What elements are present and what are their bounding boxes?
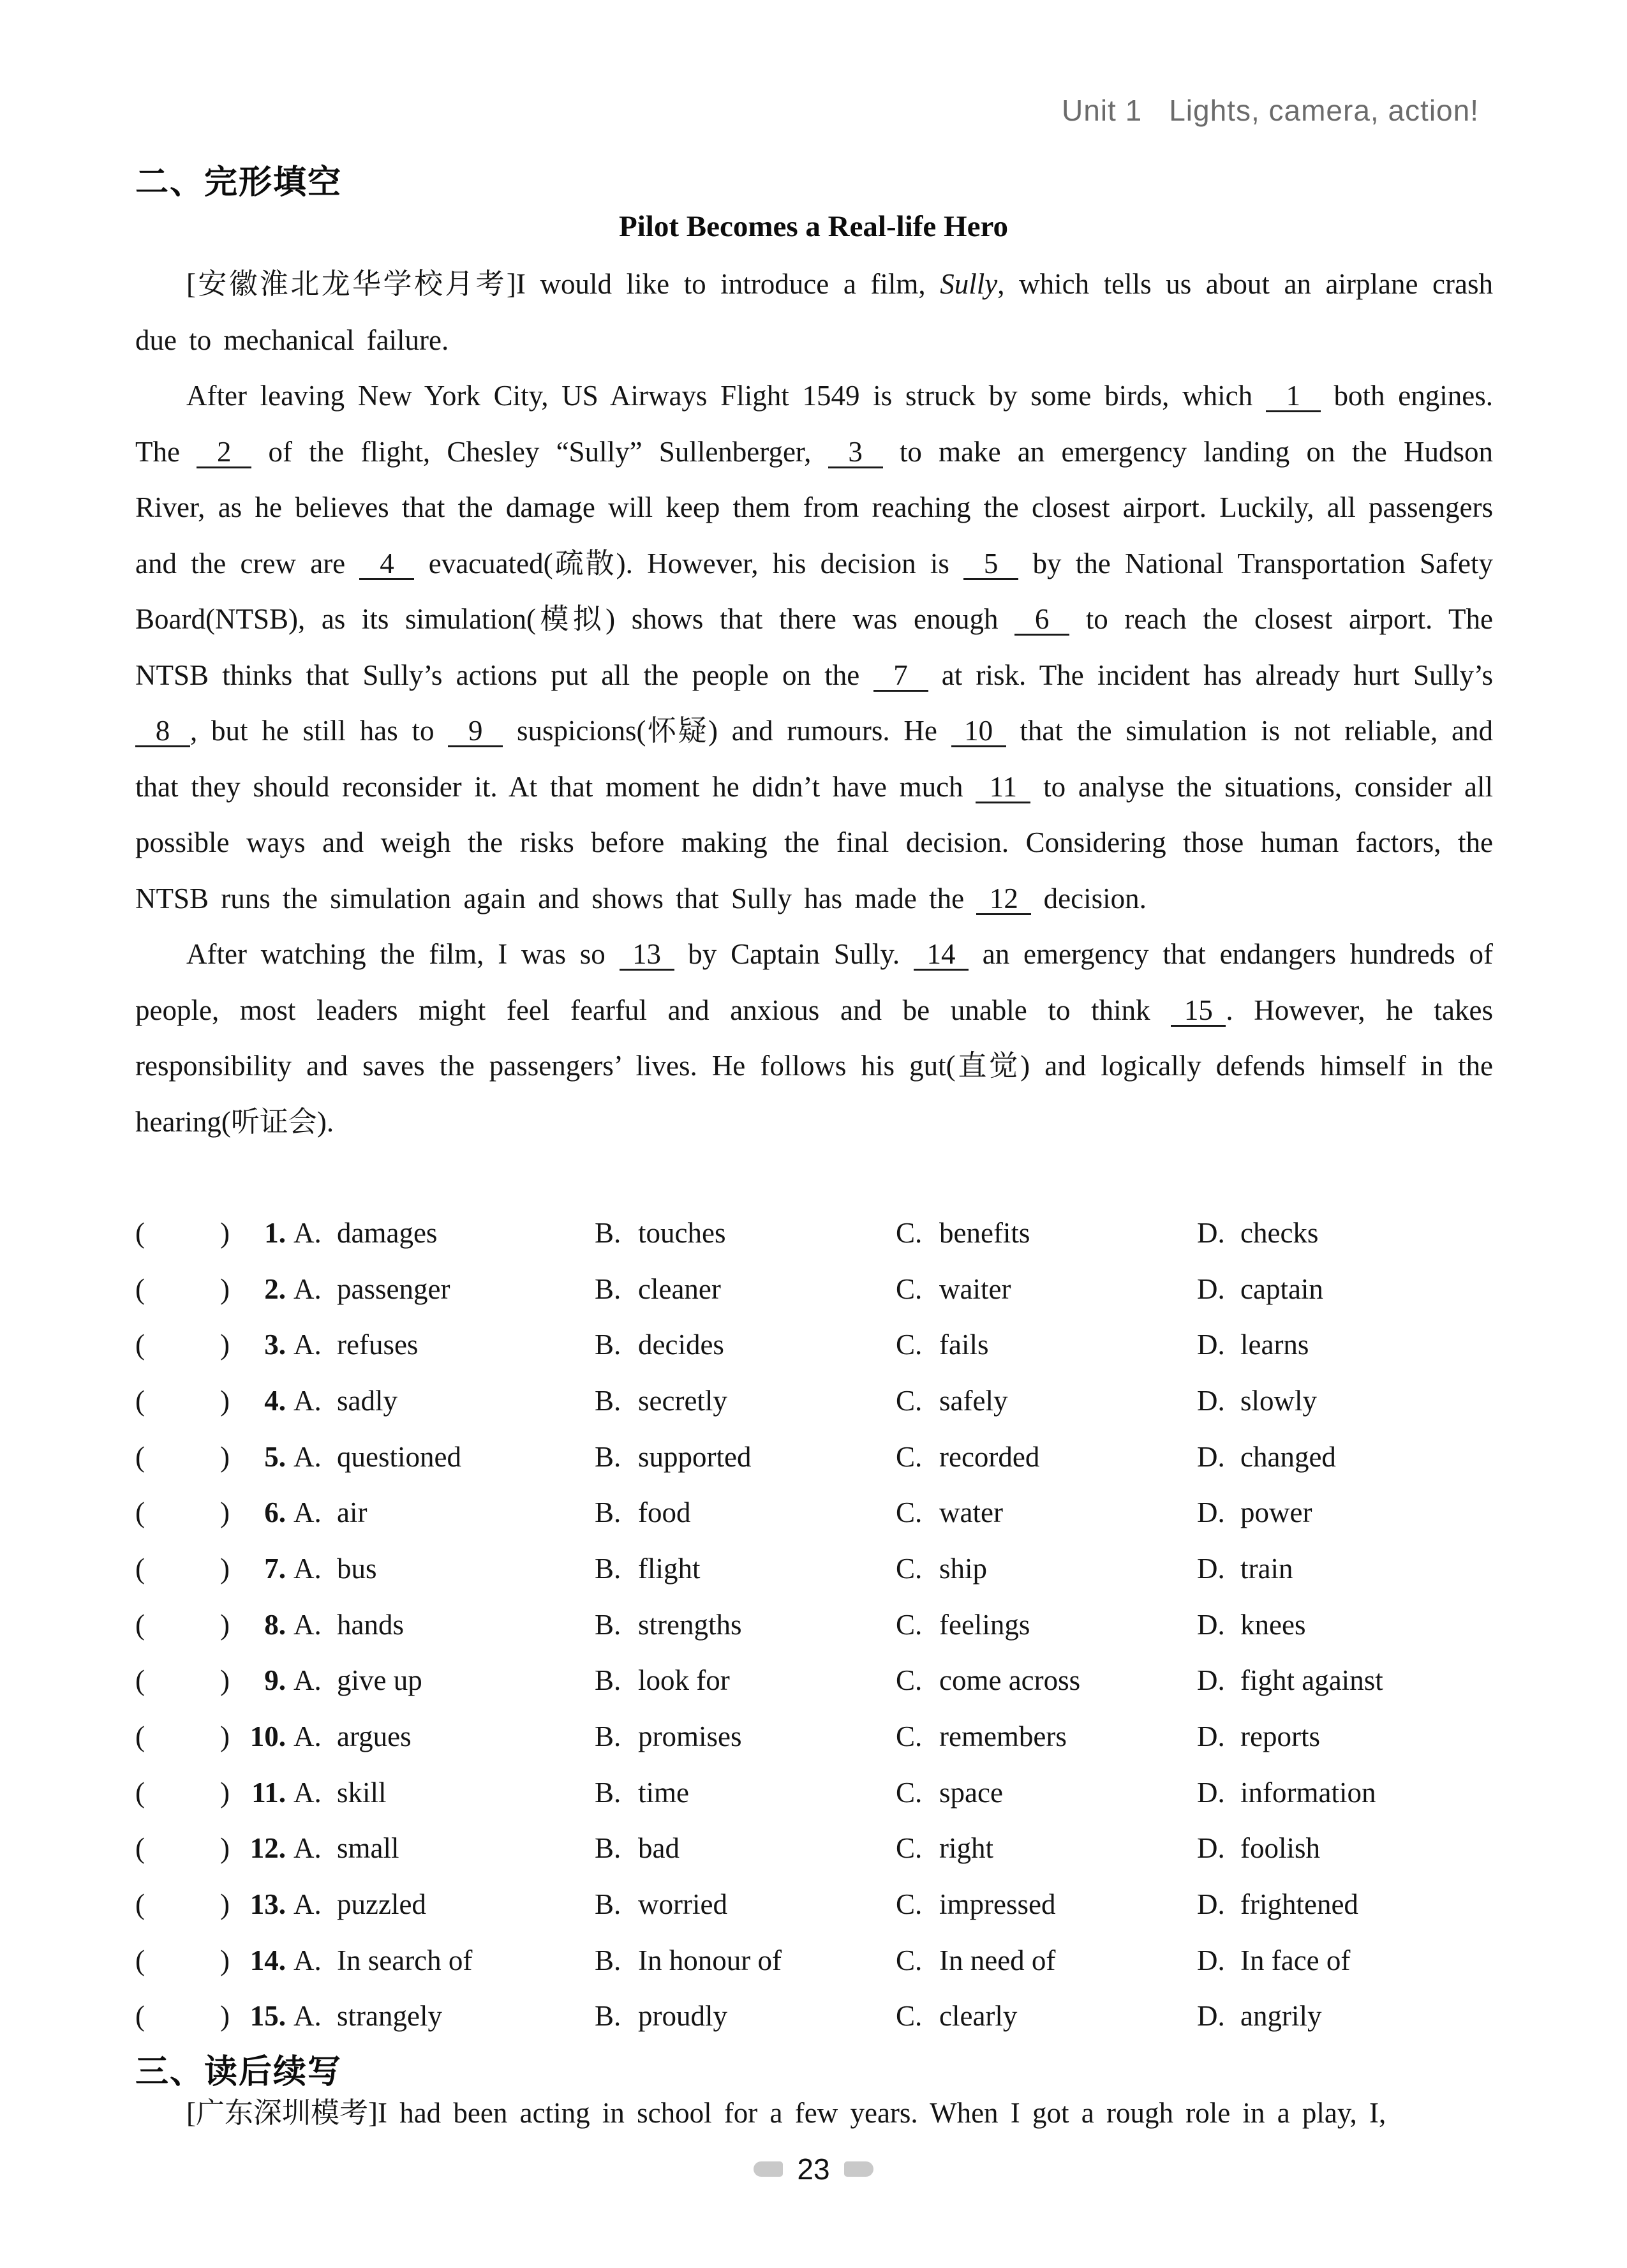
option-b: [595, 1552, 896, 1585]
paren-open: (: [135, 1496, 145, 1529]
option-letter: A.: [293, 1888, 322, 1921]
option-text: food: [638, 1496, 691, 1529]
question-row-5: [135, 1429, 1493, 1485]
option-text: slowly: [1240, 1384, 1318, 1417]
option-a: [293, 1888, 595, 1921]
option-letter: D.: [1197, 1720, 1225, 1753]
option-letter: B.: [595, 1944, 621, 1976]
option-text: waiter: [939, 1272, 1011, 1305]
option-c: [896, 1720, 1197, 1753]
question-number: 7.: [264, 1552, 286, 1585]
option-text: train: [1240, 1552, 1293, 1585]
option-text: strangely: [337, 2000, 442, 2033]
paren-open: (: [135, 1888, 145, 1921]
option-text: In face of: [1240, 1944, 1351, 1976]
option-d: [1197, 1776, 1493, 1809]
option-letter: A.: [293, 1664, 322, 1697]
option-text: frightened: [1240, 1888, 1358, 1921]
question-row-12: [135, 1821, 1493, 1877]
paren-open: (: [135, 1440, 145, 1473]
cloze-blank-8: 8: [135, 717, 190, 747]
option-letter: A.: [293, 1944, 322, 1976]
page-number: 23: [797, 2152, 830, 2186]
option-c: [896, 1328, 1197, 1361]
option-letter: A.: [293, 1552, 322, 1585]
option-text: clearly: [939, 2000, 1018, 2033]
option-text: changed: [1240, 1440, 1336, 1473]
option-c: [896, 1552, 1197, 1585]
option-text: impressed: [939, 1888, 1056, 1921]
option-text: touches: [638, 1216, 726, 1249]
paren-close: ): [220, 1216, 230, 1249]
option-letter: B.: [595, 1440, 621, 1473]
question-number: 3.: [264, 1329, 286, 1361]
option-text: information: [1240, 1776, 1376, 1809]
option-a: [293, 1608, 595, 1641]
answer-parentheses: [135, 1440, 230, 1473]
option-text: promises: [638, 1720, 742, 1753]
option-b: [595, 1832, 896, 1865]
option-letter: D.: [1197, 1440, 1225, 1473]
paren-open: (: [135, 1216, 145, 1249]
answer-parentheses: [135, 1272, 230, 1306]
option-text: In need of: [939, 1944, 1056, 1976]
question-row-10: [135, 1708, 1493, 1764]
option-c: [896, 1999, 1197, 2033]
option-text: worried: [638, 1888, 727, 1921]
option-text: power: [1240, 1496, 1312, 1529]
option-d: [1197, 1832, 1493, 1865]
option-letter: C.: [896, 1384, 923, 1417]
paren-open: (: [135, 1832, 145, 1865]
question-row-14: [135, 1932, 1493, 1988]
option-b: [595, 1664, 896, 1697]
option-letter: D.: [1197, 1664, 1225, 1697]
option-letter: A.: [293, 1496, 322, 1529]
option-b: [595, 1440, 896, 1473]
option-text: flight: [638, 1552, 701, 1585]
option-a: [293, 1440, 595, 1473]
option-d: [1197, 1384, 1493, 1417]
option-text: recorded: [939, 1440, 1040, 1473]
cloze-paragraph: After watching the film, I was so 13 by Captain Sully. 14 an emergency that endangers hundreds of people, most leaders might feel fearful and anxious and be unable to think 15 . However, he takes responsibility and saves the passengers’ lives. He follows his gut(直觉) and logically defends himself in the hearing(听证会).: [135, 938, 1493, 1138]
option-b: [595, 1888, 896, 1921]
option-text: puzzled: [337, 1888, 426, 1921]
cloze-paragraph: After leaving New York City, US Airways Flight 1549 is struck by some birds, which 1 both engines. The 2 of the flight, Chesley “Sully” Sullenberger, 3 to make an emergency landing on the Hudson River, as he believes that the damage will keep them from reaching the closest airport. Luckily, all passengers and the crew are 4 evacuated(疏散). However, his decision is 5 by the National Transportation Safety Board(NTSB), as its simulation(模拟) shows that there was enough 6 to reach the closest airport. The NTSB thinks that Sully’s actions put all the people on the 7 at risk. The incident has already hurt Sully’s 8 , but he still has to 9 suspicions(怀疑) and rumours. He 10 that the simulation is not reliable, and that they should reconsider it. At that moment he didn’t have much 11 to analyse the situations, consider all possible ways and weigh the risks before making the final decision. Considering those human factors, the NTSB runs the simulation again and shows that Sully has made the 12 decision.: [135, 380, 1493, 914]
answer-parentheses: [135, 1328, 230, 1361]
option-letter: A.: [293, 1776, 322, 1809]
question-number: 8.: [264, 1608, 286, 1641]
option-a: [293, 1216, 595, 1250]
cloze-blank-13: 13: [620, 940, 674, 971]
option-c: [896, 1440, 1197, 1473]
option-letter: A.: [293, 1216, 322, 1249]
option-text: fails: [939, 1329, 989, 1361]
section-3-heading: 三、读后续写: [135, 2054, 343, 2091]
option-d: [1197, 1328, 1493, 1361]
option-letter: D.: [1197, 2000, 1225, 2033]
option-c: [896, 1384, 1197, 1417]
option-text: In search of: [337, 1944, 473, 1976]
option-letter: B.: [595, 1608, 621, 1641]
option-letter: C.: [896, 1552, 923, 1585]
option-text: strengths: [638, 1608, 742, 1641]
option-text: water: [939, 1496, 1003, 1529]
section-2-heading: 二、完形填空: [135, 164, 343, 201]
option-letter: B.: [595, 1329, 621, 1361]
option-text: skill: [337, 1776, 387, 1809]
option-text: reports: [1240, 1720, 1320, 1753]
paren-close: ): [220, 1888, 230, 1921]
option-letter: A.: [293, 1384, 322, 1417]
cloze-blank-9: 9: [448, 717, 503, 747]
option-letter: B.: [595, 1384, 621, 1417]
option-text: damages: [337, 1216, 438, 1249]
paren-close: ): [220, 1552, 230, 1585]
continuation-paragraph: [广东深圳模考]I had been acting in school for a few years. When I got a rough role in a play, I,: [186, 2097, 1386, 2129]
option-letter: B.: [595, 1496, 621, 1529]
option-text: bus: [337, 1552, 377, 1585]
cloze-passage: [135, 257, 1493, 1150]
option-d: [1197, 1272, 1493, 1306]
answer-parentheses: [135, 1608, 230, 1641]
paren-close: ): [220, 1608, 230, 1641]
option-text: In honour of: [638, 1944, 782, 1976]
answer-parentheses: [135, 1216, 230, 1250]
paren-close: ): [220, 1944, 230, 1976]
question-row-8: [135, 1597, 1493, 1653]
option-a: [293, 1328, 595, 1361]
page-header: [1062, 93, 1479, 128]
option-text: angrily: [1240, 2000, 1322, 2033]
option-letter: B.: [595, 1664, 621, 1697]
option-letter: C.: [896, 2000, 923, 2033]
answer-parentheses: [135, 1384, 230, 1417]
option-text: learns: [1240, 1329, 1309, 1361]
paren-close: ): [220, 1832, 230, 1865]
option-letter: D.: [1197, 1944, 1225, 1976]
answer-parentheses: [135, 1552, 230, 1585]
option-b: [595, 1608, 896, 1641]
option-letter: C.: [896, 1440, 923, 1473]
option-letter: A.: [293, 1329, 322, 1361]
footer-right-pill-icon: [844, 2161, 873, 2177]
option-c: [896, 1496, 1197, 1529]
question-row-7: [135, 1541, 1493, 1597]
answer-parentheses: [135, 1496, 230, 1529]
option-letter: D.: [1197, 1552, 1225, 1585]
option-letter: B.: [595, 1272, 621, 1305]
option-letter: C.: [896, 1608, 923, 1641]
question-number: 6.: [264, 1496, 286, 1529]
paren-close: ): [220, 1720, 230, 1753]
cloze-blank-1: 1: [1266, 382, 1321, 412]
paren-close: ): [220, 1496, 230, 1529]
option-letter: B.: [595, 1776, 621, 1809]
paren-open: (: [135, 1664, 145, 1697]
option-d: [1197, 1944, 1493, 1977]
option-text: sadly: [337, 1384, 397, 1417]
option-text: checks: [1240, 1216, 1319, 1249]
paren-open: (: [135, 1384, 145, 1417]
paren-close: ): [220, 1384, 230, 1417]
option-text: supported: [638, 1440, 752, 1473]
option-text: knees: [1240, 1608, 1306, 1641]
option-letter: D.: [1197, 1832, 1225, 1865]
question-number: 13.: [249, 1888, 286, 1921]
option-text: safely: [939, 1384, 1008, 1417]
paren-open: (: [135, 1272, 145, 1305]
question-number: 11.: [251, 1776, 286, 1809]
question-number: 5.: [264, 1440, 286, 1473]
italic-film-title: Sully: [940, 268, 998, 300]
question-number: 15.: [249, 2000, 286, 2033]
question-number: 12.: [249, 1832, 286, 1865]
answer-parentheses: [135, 1664, 230, 1697]
cloze-blank-7: 7: [873, 661, 928, 692]
option-text: remembers: [939, 1720, 1067, 1753]
option-letter: C.: [896, 1776, 923, 1809]
option-b: [595, 1384, 896, 1417]
paren-open: (: [135, 1944, 145, 1976]
question-row-4: [135, 1373, 1493, 1429]
option-a: [293, 1832, 595, 1865]
cloze-blank-11: 11: [976, 773, 1030, 803]
option-text: space: [939, 1776, 1003, 1809]
cloze-blank-4: 4: [359, 549, 414, 580]
option-letter: B.: [595, 1888, 621, 1921]
option-text: small: [337, 1832, 399, 1865]
question-number: 14.: [249, 1944, 286, 1976]
question-number: 4.: [264, 1384, 286, 1417]
option-letter: A.: [293, 1720, 322, 1753]
cloze-blank-12: 12: [976, 884, 1031, 915]
question-row-9: [135, 1653, 1493, 1709]
question-row-3: [135, 1317, 1493, 1373]
question-row-1: [135, 1205, 1493, 1261]
option-a: [293, 1496, 595, 1529]
cloze-blank-3: 3: [828, 438, 883, 468]
option-a: [293, 1999, 595, 2033]
option-letter: C.: [896, 1664, 923, 1697]
question-row-6: [135, 1484, 1493, 1541]
option-d: [1197, 1664, 1493, 1697]
option-text: give up: [337, 1664, 422, 1697]
option-letter: A.: [293, 2000, 322, 2033]
passage-title: Pilot Becomes a Real-life Hero: [619, 210, 1008, 243]
paren-close: ): [220, 1440, 230, 1473]
option-letter: A.: [293, 1440, 322, 1473]
option-d: [1197, 1608, 1493, 1641]
option-text: refuses: [337, 1329, 419, 1361]
option-text: proudly: [638, 2000, 727, 2033]
option-text: captain: [1240, 1272, 1323, 1305]
option-letter: B.: [595, 2000, 621, 2033]
questions-list: [135, 1205, 1493, 2044]
question-number: 2.: [264, 1272, 286, 1305]
paren-open: (: [135, 1776, 145, 1809]
option-c: [896, 1832, 1197, 1865]
option-c: [896, 1664, 1197, 1697]
option-c: [896, 1776, 1197, 1809]
cloze-blank-14: 14: [914, 940, 969, 971]
paren-close: ): [220, 2000, 230, 2033]
option-text: feelings: [939, 1608, 1030, 1641]
option-letter: D.: [1197, 1272, 1225, 1305]
option-letter: D.: [1197, 1329, 1225, 1361]
option-letter: C.: [896, 1272, 923, 1305]
option-d: [1197, 1888, 1493, 1921]
option-d: [1197, 1440, 1493, 1473]
option-text: foolish: [1240, 1832, 1321, 1865]
option-b: [595, 1216, 896, 1250]
option-a: [293, 1720, 595, 1753]
question-row-13: [135, 1876, 1493, 1932]
option-text: bad: [638, 1832, 680, 1865]
option-letter: D.: [1197, 1216, 1225, 1249]
paren-open: (: [135, 1329, 145, 1361]
option-b: [595, 1720, 896, 1753]
option-c: [896, 1888, 1197, 1921]
paren-open: (: [135, 2000, 145, 2033]
option-c: [896, 1272, 1197, 1306]
paren-open: (: [135, 1720, 145, 1753]
option-c: [896, 1216, 1197, 1250]
option-a: [293, 1944, 595, 1977]
paren-open: (: [135, 1608, 145, 1641]
option-text: time: [638, 1776, 689, 1809]
footer-left-pill-icon: [754, 2161, 783, 2177]
option-text: fight against: [1240, 1664, 1383, 1697]
option-text: secretly: [638, 1384, 727, 1417]
option-letter: C.: [896, 1720, 923, 1753]
option-letter: C.: [896, 1496, 923, 1529]
option-text: questioned: [337, 1440, 461, 1473]
option-letter: A.: [293, 1832, 322, 1865]
paren-close: ): [220, 1776, 230, 1809]
option-letter: B.: [595, 1552, 621, 1585]
page-footer: [0, 2152, 1627, 2186]
cloze-blank-2: 2: [197, 438, 251, 468]
paren-close: ): [220, 1272, 230, 1305]
option-text: come across: [939, 1664, 1081, 1697]
answer-parentheses: [135, 1776, 230, 1809]
cloze-blank-6: 6: [1014, 605, 1069, 636]
cloze-blank-15: 15: [1171, 996, 1226, 1027]
option-letter: C.: [896, 1216, 923, 1249]
option-letter: C.: [896, 1832, 923, 1865]
option-letter: D.: [1197, 1776, 1225, 1809]
option-b: [595, 1944, 896, 1977]
option-letter: C.: [896, 1944, 923, 1976]
cloze-blank-10: 10: [951, 717, 1006, 747]
question-number: 1.: [264, 1216, 286, 1249]
option-a: [293, 1552, 595, 1585]
answer-parentheses: [135, 1999, 230, 2033]
cloze-paragraph: [安徽淮北龙华学校月考]I would like to introduce a film, Sully, which tells us about an airplane crash due to mechanical failure.: [135, 268, 1494, 356]
option-letter: D.: [1197, 1496, 1225, 1529]
option-b: [595, 1272, 896, 1306]
answer-parentheses: [135, 1944, 230, 1977]
unit-title: Lights, camera, action!: [1169, 94, 1479, 127]
unit-label: Unit 1: [1062, 94, 1143, 127]
option-text: benefits: [939, 1216, 1030, 1249]
option-letter: D.: [1197, 1888, 1225, 1921]
option-d: [1197, 1720, 1493, 1753]
question-row-11: [135, 1764, 1493, 1821]
option-text: decides: [638, 1329, 724, 1361]
option-b: [595, 1776, 896, 1809]
option-letter: D.: [1197, 1384, 1225, 1417]
option-a: [293, 1272, 595, 1306]
answer-parentheses: [135, 1888, 230, 1921]
option-d: [1197, 1496, 1493, 1529]
option-text: hands: [337, 1608, 404, 1641]
cloze-blank-5: 5: [963, 549, 1018, 580]
option-text: passenger: [337, 1272, 450, 1305]
option-text: air: [337, 1496, 368, 1529]
option-text: right: [939, 1832, 993, 1865]
paren-close: ): [220, 1329, 230, 1361]
paren-close: ): [220, 1664, 230, 1697]
option-d: [1197, 1552, 1493, 1585]
option-letter: A.: [293, 1272, 322, 1305]
option-a: [293, 1384, 595, 1417]
option-letter: D.: [1197, 1608, 1225, 1641]
answer-parentheses: [135, 1720, 230, 1753]
question-number: 9.: [264, 1664, 286, 1697]
option-text: cleaner: [638, 1272, 721, 1305]
answer-parentheses: [135, 1832, 230, 1865]
paren-open: (: [135, 1552, 145, 1585]
question-row-15: [135, 1988, 1493, 2045]
option-d: [1197, 1999, 1493, 2033]
question-number: 10.: [249, 1720, 286, 1753]
option-a: [293, 1664, 595, 1697]
question-row-2: [135, 1261, 1493, 1317]
option-letter: B.: [595, 1832, 621, 1865]
option-c: [896, 1944, 1197, 1977]
option-b: [595, 1328, 896, 1361]
continuation-passage: [135, 2085, 1493, 2142]
option-text: ship: [939, 1552, 988, 1585]
option-d: [1197, 1216, 1493, 1250]
option-letter: A.: [293, 1608, 322, 1641]
option-letter: C.: [896, 1329, 923, 1361]
option-text: argues: [337, 1720, 412, 1753]
option-b: [595, 1999, 896, 2033]
option-a: [293, 1776, 595, 1809]
option-letter: B.: [595, 1720, 621, 1753]
option-b: [595, 1496, 896, 1529]
option-letter: B.: [595, 1216, 621, 1249]
option-text: look for: [638, 1664, 730, 1697]
option-letter: C.: [896, 1888, 923, 1921]
option-c: [896, 1608, 1197, 1641]
